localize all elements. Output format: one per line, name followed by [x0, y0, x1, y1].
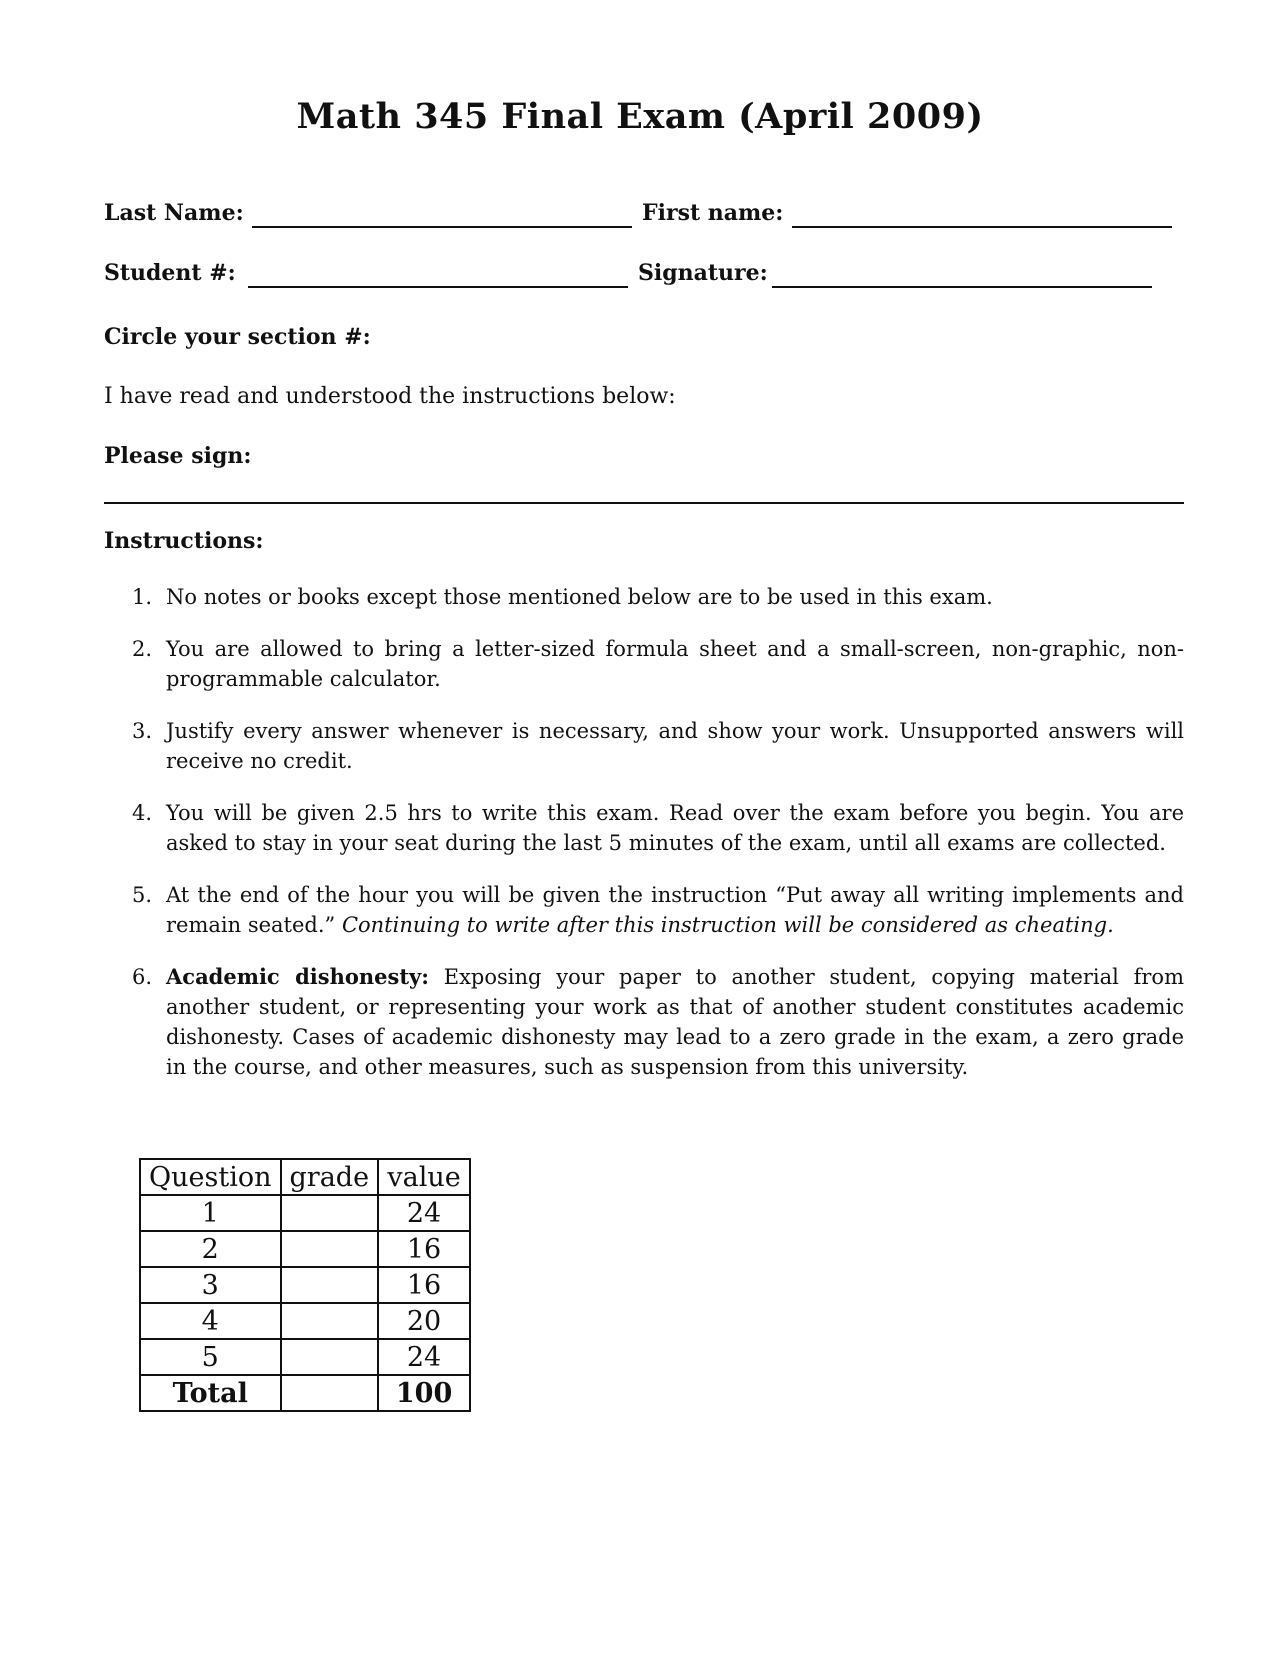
- item-text: No notes or books except those mentioned below are to be used in this exam.: [166, 585, 993, 609]
- item-text: At the end of the hour you will be given the instruction “Put away all writing implements and remain seated.”: [166, 883, 1184, 937]
- last-name-field[interactable]: [104, 198, 634, 232]
- value-cell: 16: [378, 1231, 470, 1267]
- list-item: [104, 962, 1184, 1082]
- table-row: [140, 1303, 470, 1339]
- page-title: Math 345 Final Exam (April 2009): [296, 96, 984, 137]
- last-name-line[interactable]: [252, 226, 632, 228]
- item-text-italic: Continuing to write after this instruction will be considered as cheating.: [341, 913, 1114, 937]
- signature-label: Signature:: [638, 260, 768, 286]
- table-total-row: [140, 1375, 470, 1411]
- item-text: You are allowed to bring a letter-sized formula sheet and a small-screen, non-graphic, non-programmable calculator.: [166, 637, 1184, 691]
- table-row: [140, 1339, 470, 1375]
- total-grade-cell[interactable]: [281, 1375, 379, 1411]
- student-number-field[interactable]: [104, 258, 634, 292]
- first-name-line[interactable]: [792, 226, 1172, 228]
- section-prompt: Circle your section #:: [104, 324, 371, 350]
- name-row: [104, 198, 1184, 232]
- first-name-field[interactable]: [642, 198, 1184, 232]
- item-number: 6.: [132, 965, 153, 989]
- item-number: 2.: [132, 637, 153, 661]
- grade-cell[interactable]: [281, 1195, 379, 1231]
- signature-rule[interactable]: [104, 502, 1184, 504]
- please-sign-label: Please sign:: [104, 443, 252, 469]
- instructions-list: [104, 582, 1184, 1104]
- question-cell: 3: [140, 1267, 281, 1303]
- question-cell: 2: [140, 1231, 281, 1267]
- signature-field[interactable]: [638, 258, 1184, 292]
- table-row: [140, 1195, 470, 1231]
- last-name-label: Last Name:: [104, 200, 244, 226]
- student-row: [104, 258, 1184, 292]
- student-number-label: Student #:: [104, 260, 236, 286]
- grade-table: [139, 1158, 471, 1412]
- column-header-question: Question: [140, 1159, 281, 1195]
- grade-cell[interactable]: [281, 1267, 379, 1303]
- signature-line[interactable]: [772, 286, 1152, 288]
- item-number: 5.: [132, 883, 153, 907]
- grade-cell[interactable]: [281, 1339, 379, 1375]
- item-number: 4.: [132, 801, 153, 825]
- column-header-grade: grade: [281, 1159, 379, 1195]
- value-cell: 16: [378, 1267, 470, 1303]
- first-name-label: First name:: [642, 200, 784, 226]
- grade-cell[interactable]: [281, 1303, 379, 1339]
- question-cell: 1: [140, 1195, 281, 1231]
- value-cell: 24: [378, 1195, 470, 1231]
- item-text: Justify every answer whenever is necessary, and show your work. Unsupported answers will receive no credit.: [166, 719, 1184, 773]
- table-row: [140, 1267, 470, 1303]
- column-header-value: value: [378, 1159, 470, 1195]
- item-text: You will be given 2.5 hrs to write this exam. Read over the exam before you begin. You are asked to stay in your seat during the last 5 minutes of the exam, until all exams are collected.: [166, 801, 1184, 855]
- total-label-cell: Total: [140, 1375, 281, 1411]
- total-value-cell: 100: [378, 1375, 470, 1411]
- question-cell: 5: [140, 1339, 281, 1375]
- list-item: [104, 716, 1184, 776]
- table-header-row: [140, 1159, 470, 1195]
- table-row: [140, 1231, 470, 1267]
- list-item: [104, 634, 1184, 694]
- read-statement: I have read and understood the instructions below:: [104, 384, 676, 409]
- item-number: 1.: [132, 585, 153, 609]
- list-item: [104, 582, 1184, 612]
- item-text-bold: Academic dishonesty:: [166, 964, 429, 989]
- value-cell: 20: [378, 1303, 470, 1339]
- item-number: 3.: [132, 719, 153, 743]
- grade-cell[interactable]: [281, 1231, 379, 1267]
- value-cell: 24: [378, 1339, 470, 1375]
- list-item: [104, 798, 1184, 858]
- list-item: [104, 880, 1184, 940]
- question-cell: 4: [140, 1303, 281, 1339]
- item-text: Exposing your paper to another student, copying material from another student, or representing your work as that of another student constitutes academic dishonesty. Cases of academic dishonesty may lead to a zero grade in the exam, a zero grade in the course, and other measures, such as suspension from this university.: [166, 965, 1184, 1079]
- student-number-line[interactable]: [248, 286, 628, 288]
- instructions-heading: Instructions:: [104, 528, 264, 554]
